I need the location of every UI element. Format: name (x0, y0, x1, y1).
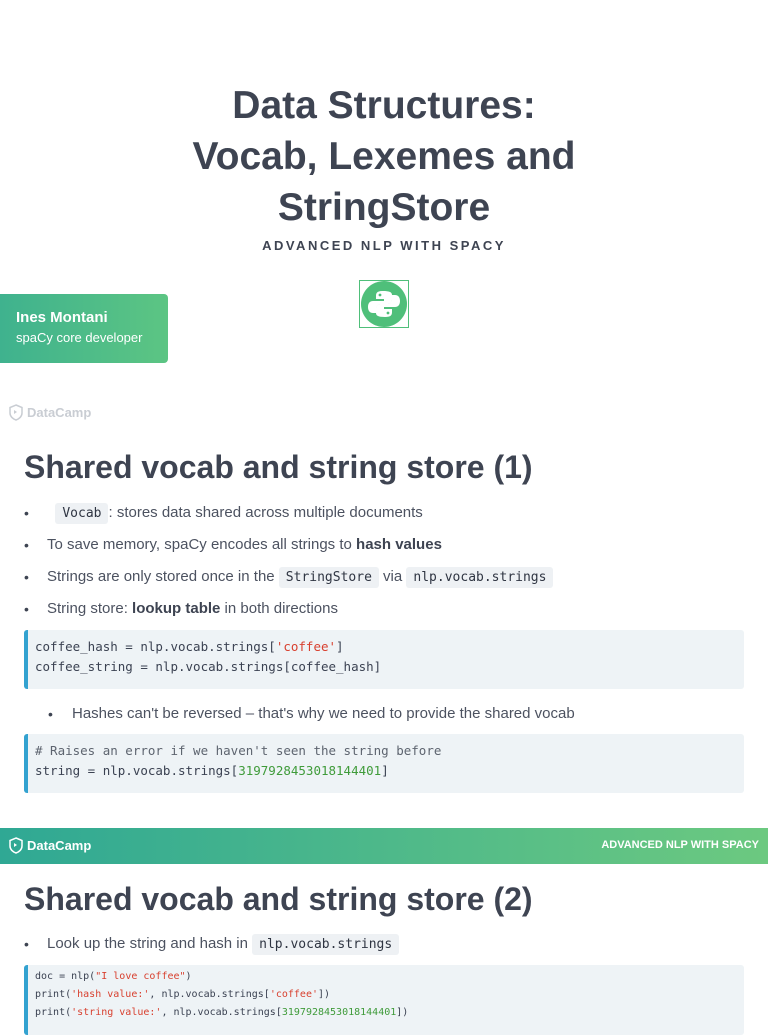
footer-course: ADVANCED NLP WITH SPACY (601, 839, 759, 851)
bullet-vocab (24, 501, 744, 533)
code-comment: # Raises an error if we haven't seen the string before (35, 743, 442, 758)
code-string: 'coffee' (275, 639, 337, 654)
datacamp-shield-icon (8, 837, 24, 854)
datacamp-shield-icon (8, 404, 24, 421)
code-string: 'coffee' (269, 989, 318, 1000)
inline-code: StringStore (279, 567, 379, 588)
code-text: , nlp.vocab.strings[ (161, 1007, 282, 1018)
code-block (24, 630, 744, 689)
code-line (35, 986, 744, 1004)
code-text: print( (35, 989, 72, 1000)
slide1-bullets (24, 501, 744, 629)
bullet-text: String store: (47, 600, 133, 617)
code-line (35, 637, 744, 657)
code-text: string = nlp.vocab.strings[ (35, 763, 239, 778)
course-subtitle: ADVANCED NLP WITH SPACY (262, 238, 506, 253)
code-block (24, 965, 744, 1035)
datacamp-brand: DataCamp (27, 838, 92, 853)
author-role: spaCy core developer (16, 330, 143, 345)
code-text: ) (185, 971, 192, 982)
inline-code: nlp.vocab.strings (252, 934, 399, 955)
inline-code: nlp.vocab.strings (406, 567, 553, 588)
bullet-stringstore (24, 565, 744, 597)
code-number: 3197928453018144401 (238, 763, 382, 778)
bullet-bold: lookup table (132, 600, 221, 617)
bullet-hashes-reversed: • Hashes can't be reversed – that's why we need to provide the shared vocab (24, 702, 744, 734)
python-logo-icon (359, 280, 409, 328)
code-text: doc = nlp( (35, 971, 96, 982)
datacamp-logo (8, 404, 91, 421)
code-line (35, 761, 744, 781)
code-text: ]) (396, 1007, 409, 1018)
code-string: 'string value:' (71, 1007, 162, 1018)
author-name: Ines Montani (16, 309, 108, 326)
bullet-lookup-string (24, 932, 744, 964)
title-line: Data Structures: (232, 84, 536, 127)
bullet-hash (24, 533, 744, 565)
slide-title (0, 80, 768, 233)
code-block (24, 734, 744, 793)
bullet-bold: hash values (356, 536, 442, 553)
code-text: ]) (318, 989, 331, 1000)
bullet-text: : stores data shared across multiple documents (108, 504, 423, 521)
bullet-text: Look up the string and hash in (47, 935, 253, 952)
code-string: 'hash value:' (71, 989, 150, 1000)
code-text: coffee_hash = nlp.vocab.strings[ (35, 639, 276, 654)
code-line (35, 1004, 744, 1022)
code-line (35, 968, 744, 986)
title-line: Vocab, Lexemes and (192, 135, 576, 178)
slide2-heading: Shared vocab and string store (2) (24, 881, 533, 917)
datacamp-logo (8, 837, 91, 854)
code-number: 3197928453018144401 (281, 1007, 397, 1018)
slide1-sub-bullets (24, 702, 744, 734)
bullet-text: Strings are only stored once in the (47, 568, 279, 585)
slide1-heading: Shared vocab and string store (1) (24, 449, 533, 485)
title-slide (0, 0, 768, 420)
code-text: , nlp.vocab.strings[ (149, 989, 270, 1000)
datacamp-brand: DataCamp (27, 405, 92, 420)
author-box (0, 294, 168, 363)
code-line: coffee_string = nlp.vocab.strings[coffee_hash] (35, 659, 382, 674)
slide2-bullets (24, 932, 744, 964)
title-line: StringStore (277, 186, 491, 229)
code-text: ] (336, 639, 344, 654)
code-text: ] (381, 763, 389, 778)
bullet-text: To save memory, spaCy encodes all strings to (47, 536, 357, 553)
bullet-lookup (24, 597, 744, 629)
footer-bar (0, 828, 768, 864)
bullet-text: in both directions (220, 600, 338, 617)
inline-code: Vocab (55, 503, 108, 524)
bullet-text: via (378, 568, 407, 585)
code-string: "I love coffee" (95, 971, 186, 982)
code-text: print( (35, 1007, 72, 1018)
